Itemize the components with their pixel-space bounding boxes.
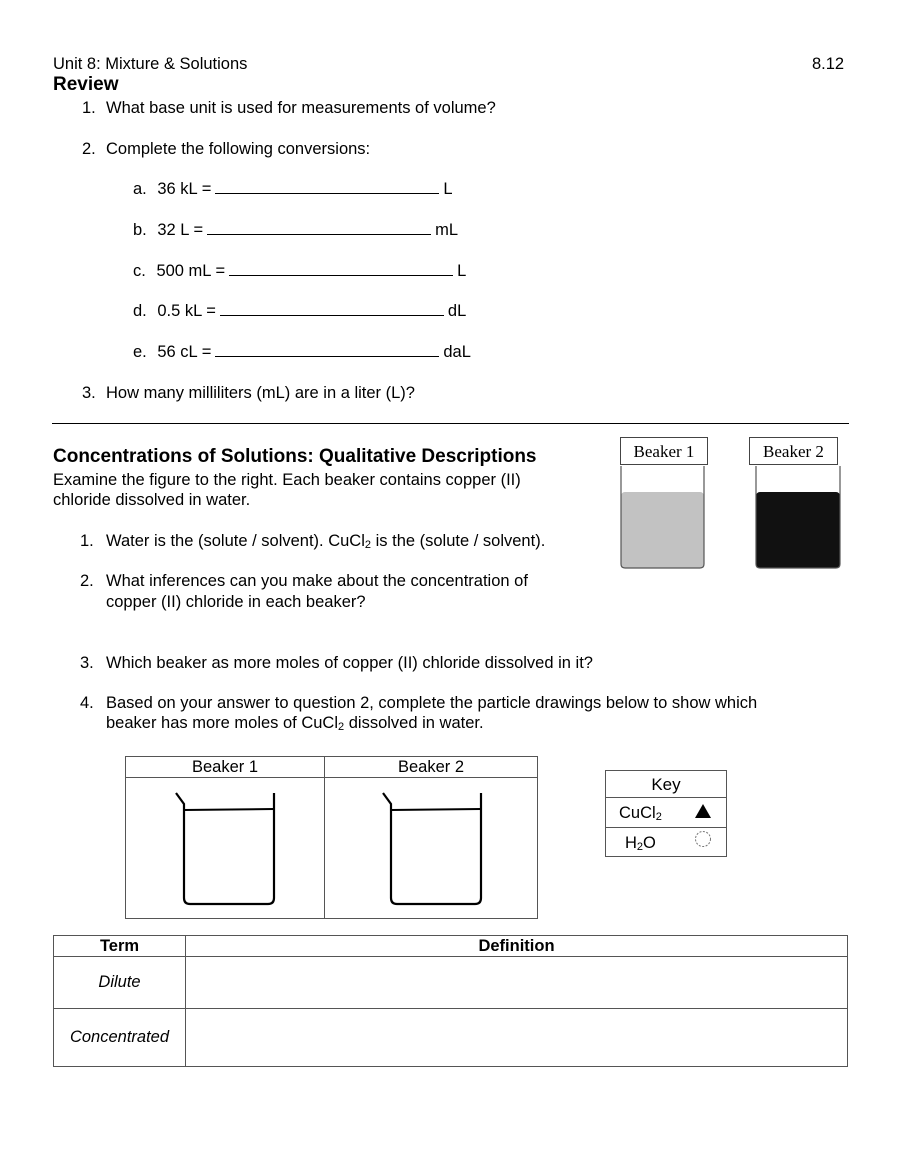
conc-q1-text-a: Water is the (solute / solvent). CuCl	[106, 532, 365, 550]
beaker-figure	[615, 462, 845, 574]
triangle-icon	[694, 803, 712, 819]
figure-beaker-2	[756, 466, 840, 568]
figure-beaker-1-label: Beaker 1	[620, 437, 708, 465]
conversion-unit: L	[457, 262, 467, 280]
key-title: Key	[606, 771, 726, 798]
subscript: 2	[338, 721, 345, 733]
section-divider	[52, 423, 849, 424]
beaker-2-liquid	[756, 492, 840, 568]
conc-q2-num: 2.	[80, 572, 94, 590]
drawing-header-beaker-2: Beaker 2	[325, 757, 538, 778]
key-row-h2o	[606, 828, 726, 857]
beaker-1-liquid	[621, 492, 704, 568]
conversion-letter: e.	[133, 343, 147, 361]
review-q2-num: 2.	[82, 140, 96, 158]
unit-title: Unit 8: Mixture & Solutions	[53, 55, 248, 73]
conversion-unit: dL	[447, 302, 467, 320]
conversion-unit: mL	[435, 221, 459, 239]
empty-beaker-icon	[325, 778, 537, 918]
conc-q3-num: 3.	[80, 654, 94, 672]
definition-concentrated[interactable]	[186, 1008, 848, 1066]
figure-beaker-1	[621, 466, 704, 568]
conc-q1-num: 1.	[80, 532, 94, 550]
conc-q4-line-2a: beaker has more moles of CuCl	[106, 714, 339, 732]
term-concentrated: Concentrated	[54, 1008, 186, 1066]
intro-line-1: Examine the figure to the right. Each beaker contains copper (II)	[53, 471, 521, 489]
terms-header-definition: Definition	[186, 936, 848, 957]
conc-q4-line-1: Based on your answer to question 2, complete the particle drawings below to show which	[106, 694, 758, 712]
conversion-left: 32 L =	[157, 221, 204, 239]
dotted-circle-icon	[693, 830, 713, 850]
conversion-left: 36 kL =	[157, 180, 212, 198]
answer-blank[interactable]	[207, 220, 431, 235]
conversion-a	[133, 179, 453, 199]
review-q1-text: What base unit is used for measurements of volume?	[106, 99, 496, 117]
conversion-letter: a.	[133, 180, 147, 198]
conc-q2-line-1: What inferences can you make about the concentration of	[106, 572, 528, 590]
key-row-cucl2	[606, 798, 726, 828]
subscript: 2	[636, 841, 644, 853]
term-dilute: Dilute	[54, 957, 186, 1008]
key-h2o-text-a: H	[625, 834, 637, 852]
conc-q1-text	[106, 531, 545, 555]
conc-q4-line-2	[106, 713, 484, 737]
drawing-cell-beaker-1[interactable]	[126, 778, 325, 919]
answer-blank[interactable]	[215, 342, 439, 357]
key-h2o-label	[625, 833, 656, 857]
conversion-left: 500 mL =	[156, 262, 226, 280]
key-cucl2-label	[619, 803, 662, 827]
review-q3-text: How many milliliters (mL) are in a liter (L)?	[106, 384, 415, 402]
conversion-letter: c.	[133, 262, 146, 280]
conc-q4-num: 4.	[80, 694, 94, 712]
terms-header-term: Term	[54, 936, 186, 957]
conc-q2-line-2: copper (II) chloride in each beaker?	[106, 593, 366, 611]
page-number: 8.12	[812, 55, 845, 73]
conversion-letter: b.	[133, 221, 147, 239]
conc-q3-text: Which beaker as more moles of copper (II) chloride dissolved in it?	[106, 654, 593, 672]
conversion-b	[133, 220, 458, 240]
key-box	[605, 770, 727, 857]
empty-beaker-icon	[126, 778, 324, 918]
subscript: 2	[364, 539, 372, 551]
subscript: 2	[655, 811, 662, 823]
conversion-left: 0.5 kL =	[157, 302, 216, 320]
conversion-letter: d.	[133, 302, 147, 320]
review-title: Review	[53, 74, 119, 95]
conversion-left: 56 cL =	[157, 343, 212, 361]
conversion-d	[133, 301, 466, 321]
conversion-unit: L	[443, 180, 453, 198]
conversion-e	[133, 342, 471, 362]
review-q2-text: Complete the following conversions:	[106, 140, 371, 158]
review-q3-num: 3.	[82, 384, 96, 402]
particle-drawing-table	[125, 756, 538, 919]
figure-beaker-2-label: Beaker 2	[749, 437, 838, 465]
intro-line-2: chloride dissolved in water.	[53, 491, 251, 509]
answer-blank[interactable]	[229, 261, 453, 276]
definition-dilute[interactable]	[186, 957, 848, 1008]
concentrations-title: Concentrations of Solutions: Qualitative Descriptions	[53, 446, 537, 467]
answer-blank[interactable]	[215, 179, 439, 194]
review-q1-num: 1.	[82, 99, 96, 117]
conc-q1-text-b: is the (solute / solvent).	[371, 532, 546, 550]
terms-table	[53, 935, 848, 1067]
key-cucl2-text: CuCl	[619, 804, 656, 822]
key-h2o-text-b: O	[643, 834, 656, 852]
drawing-header-beaker-1: Beaker 1	[126, 757, 325, 778]
answer-blank[interactable]	[220, 301, 444, 316]
drawing-cell-beaker-2[interactable]	[325, 778, 538, 919]
conc-q4-line-2b: dissolved in water.	[344, 714, 484, 732]
conversion-c	[133, 261, 466, 281]
conversion-unit: daL	[443, 343, 471, 361]
